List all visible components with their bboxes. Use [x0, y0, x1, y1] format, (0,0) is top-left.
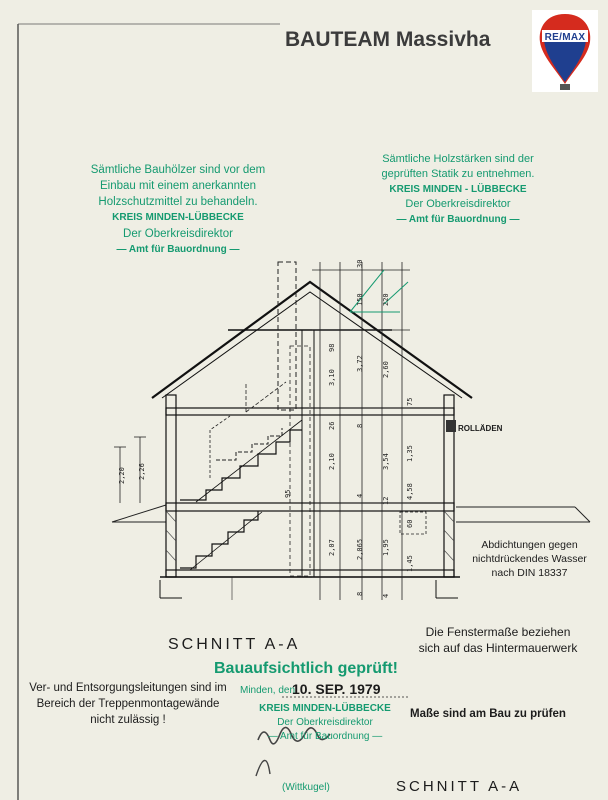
- timber-treatment-stamp: [58, 162, 298, 258]
- dimension-label: 8: [356, 591, 364, 596]
- remax-logo: [532, 10, 598, 92]
- dimension-label: 26: [328, 421, 336, 430]
- statics-stamp: [368, 152, 548, 227]
- balloon-icon: [532, 10, 598, 92]
- signer-name: (Wittkugel): [282, 782, 330, 793]
- approval-stamp: [244, 702, 406, 744]
- stamp-line: Sämtliche Bauhölzer sind vor dem: [90, 164, 266, 176]
- stamp-director: Der Oberkreisdirektor: [405, 198, 511, 210]
- section-title-bottom: SCHNITT A-A: [396, 778, 523, 795]
- dimension-label: 98: [328, 343, 336, 352]
- approval-place-label: Minden, den: [240, 685, 296, 696]
- approval-title: Bauaufsichtlich geprüft!: [214, 660, 399, 677]
- dimension-label: 2,10: [328, 453, 336, 470]
- roller-shutter-label: ROLLÄDEN: [458, 424, 503, 433]
- dimension-label: 1,35: [406, 445, 414, 462]
- dimension-label: 12: [382, 496, 390, 505]
- approval-date: 10. SEP. 1979: [292, 681, 381, 697]
- waterproofing-note: Abdichtungen gegen nichtdrückendes Wasser nach DIN 18337: [472, 539, 587, 579]
- dimension-label: 1,95: [382, 539, 390, 556]
- stamp-line: Sämtliche Holzstärken sind der: [382, 153, 534, 165]
- stamp-authority: KREIS MINDEN-LÜBBECKE: [259, 703, 391, 714]
- dimension-label: 2,07: [328, 539, 336, 556]
- dimension-label: 4: [356, 493, 364, 498]
- dimension-label: 4: [382, 593, 390, 598]
- window-dimensions-note: Die Fenstermaße beziehen sich auf das Hintermauerwerk: [418, 625, 578, 655]
- company-title: BAUTEAM Massivha: [285, 28, 491, 51]
- stamp-authority: KREIS MINDEN-LÜBBECKE: [112, 212, 244, 223]
- dimension-label: 75: [406, 397, 414, 406]
- stamp-line: Holzschutzmittel zu behandeln.: [98, 196, 258, 208]
- dimension-label: 3,10: [328, 369, 336, 386]
- dimension-label: 3,72: [356, 355, 364, 372]
- logo-text: RE/MAX: [544, 32, 586, 43]
- utilities-note: Ver- und Entsorgungsleitungen sind im Bereich der Treppenmontagewände nicht zulässig !: [29, 682, 227, 726]
- dimension-label: 1,45: [406, 555, 414, 572]
- dimension-label: 3,54: [382, 453, 390, 470]
- stamp-director: Der Oberkreisdirektor: [123, 228, 233, 240]
- dimension-label: 2,60: [382, 361, 390, 378]
- dimension-label: 2,26: [138, 463, 146, 480]
- dimension-label: 2,065: [356, 538, 364, 560]
- dimension-label: 60: [406, 519, 414, 528]
- measure-check-note: Maße sind am Bau zu prüfen: [410, 708, 566, 720]
- stamp-office: — Amt für Bauordnung —: [396, 214, 520, 225]
- stamp-line: Einbau mit einem anerkannten: [100, 180, 256, 192]
- stamp-office: — Amt für Bauordnung —: [116, 244, 240, 255]
- dimension-label: 30: [356, 259, 364, 268]
- stamp-line: geprüften Statik zu entnehmen.: [381, 168, 535, 180]
- dimension-label: 2,20: [118, 467, 126, 484]
- dimension-label: 8: [356, 423, 364, 428]
- stamp-director: Der Oberkreisdirektor: [277, 717, 373, 728]
- dimension-label: 220: [382, 293, 390, 306]
- section-title: SCHNITT A-A: [168, 636, 301, 653]
- stamp-office: — Amt für Bauordnung —: [267, 731, 383, 742]
- dimension-label: 150: [356, 293, 364, 306]
- stamp-authority: KREIS MINDEN - LÜBBECKE: [389, 184, 527, 195]
- dimension-label: 95: [284, 489, 292, 498]
- dimension-label: 4,58: [406, 483, 414, 500]
